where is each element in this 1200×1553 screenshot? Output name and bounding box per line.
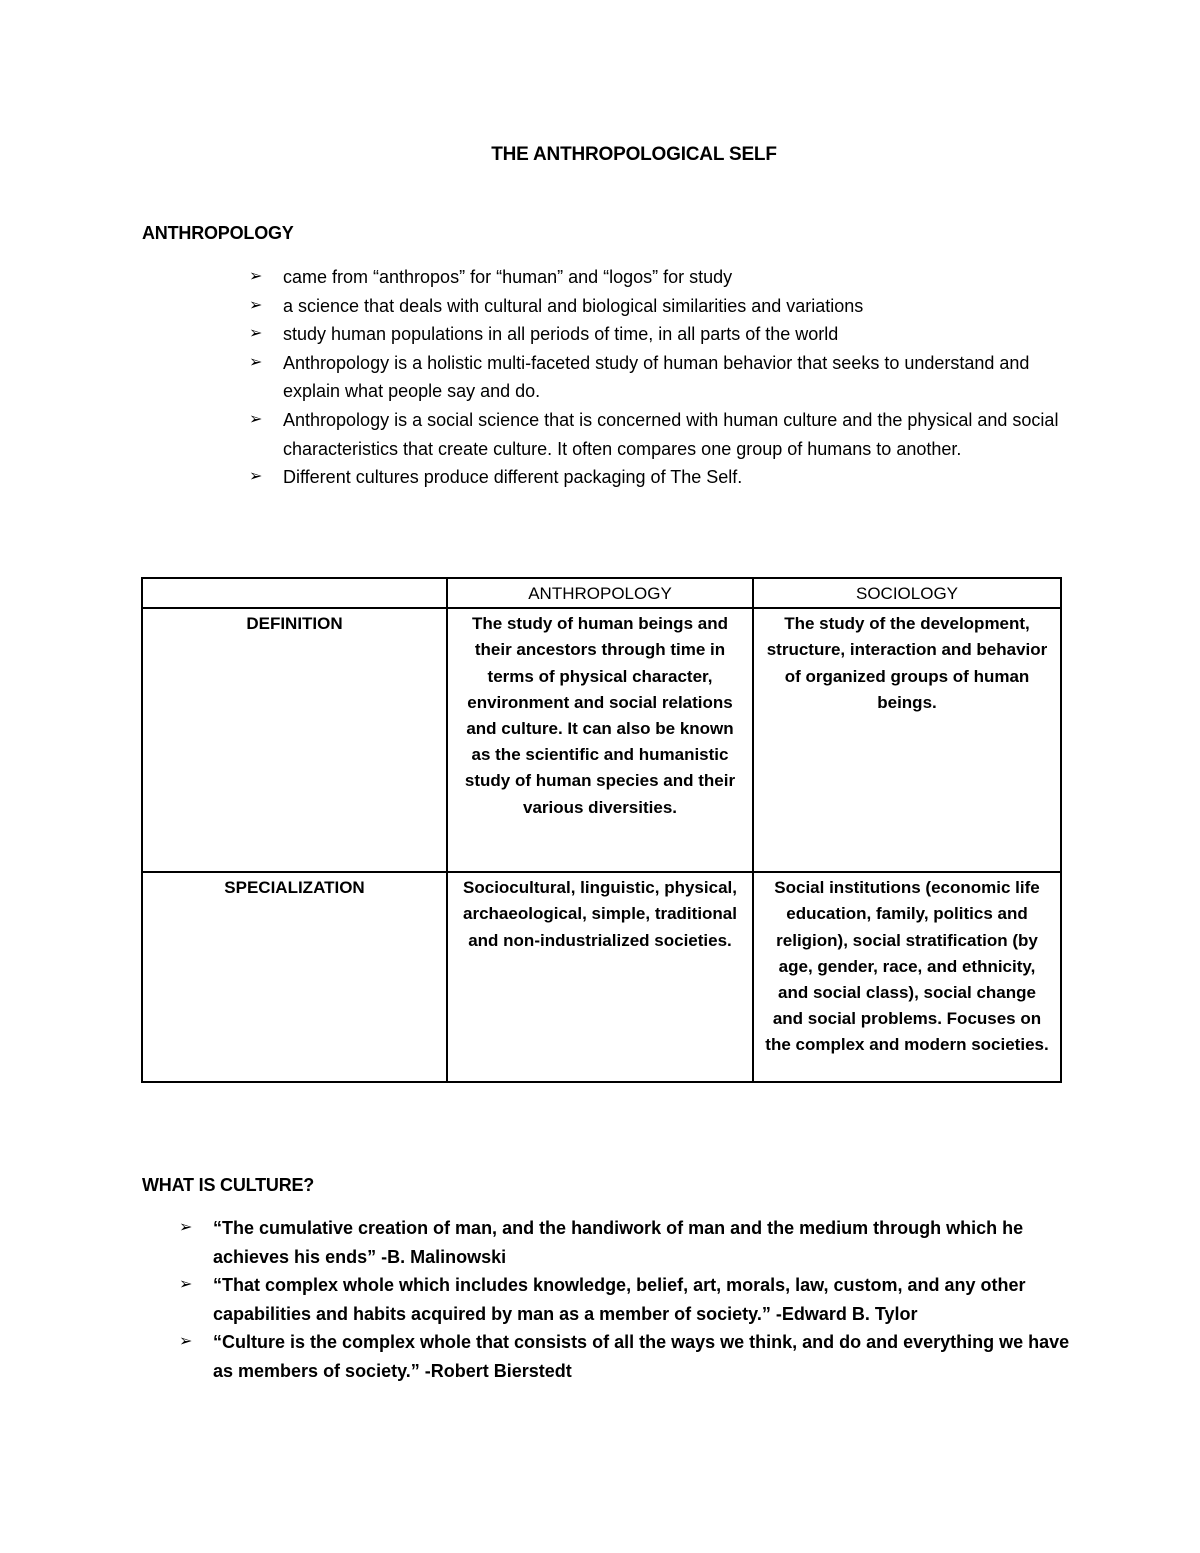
arrowhead-bullet-icon: ➢	[179, 1219, 193, 1236]
list-item	[179, 1271, 1073, 1328]
table-header-anthropology: ANTHROPOLOGY	[447, 578, 753, 608]
arrowhead-bullet-icon: ➢	[179, 1333, 193, 1351]
table-header-sociology: SOCIOLOGY	[753, 578, 1061, 608]
arrowhead-bullet-icon: ➢	[249, 325, 263, 343]
list-item	[249, 406, 1073, 463]
list-item-text: “The cumulative creation of man, and the handiwork of man and the medium through which he achieves his ends” -B. Malinowski	[213, 1218, 1024, 1267]
arrowhead-bullet-icon: ➢	[249, 353, 263, 371]
arrowhead-bullet-icon: ➢	[249, 468, 263, 486]
arrowhead-bullet-icon: ➢	[249, 296, 263, 314]
arrowhead-bullet-icon: ➢	[179, 1276, 193, 1294]
arrowhead-bullet-icon: ➢	[249, 410, 263, 428]
list-item	[249, 263, 1073, 292]
row-label-definition: DEFINITION	[142, 608, 447, 872]
list-item	[249, 463, 1073, 492]
cell-anthropology-specialization: Sociocultural, linguistic, physical, archaeological, simple, traditional and non-industrialized societies.	[447, 872, 753, 1082]
list-item	[249, 292, 1073, 321]
list-item	[179, 1214, 1073, 1271]
list-item-text: Anthropology is a social science that is concerned with human culture and the physical and social characteristics that create culture. It often compares one group of humans to another.	[283, 409, 1059, 459]
table-row	[142, 872, 1061, 1082]
list-item-text: “That complex whole which includes knowledge, belief, art, morals, law, custom, and any other capabilities and habits acquired by man as a member of society.” -Edward B. Tylor	[213, 1275, 1026, 1324]
list-item-text: came from “anthropos” for “human” and “logos” for study	[283, 267, 733, 287]
anthropology-bullet-list	[249, 263, 1073, 492]
list-item-text: a science that deals with cultural and biological similarities and variations	[283, 295, 864, 316]
culture-heading: WHAT IS CULTURE?	[142, 1175, 315, 1195]
list-item-text: Anthropology is a holistic multi-faceted study of human behavior that seeks to understand and explain what people say and do.	[283, 352, 1030, 402]
culture-bullet-list	[179, 1214, 1073, 1386]
table-header-row	[142, 578, 1061, 608]
list-item-text: “Culture is the complex whole that consists of all the ways we think, and do and everything we have as members of society.” -Robert Bierstedt	[213, 1332, 1070, 1381]
list-item	[179, 1328, 1073, 1385]
list-item	[249, 320, 1073, 349]
list-item-text: Different cultures produce different packaging of The Self.	[283, 467, 743, 488]
document-title: THE ANTHROPOLOGICAL SELF	[491, 144, 777, 165]
cell-anthropology-definition: The study of human beings and their ancestors through time in terms of physical character, environment and social relations and culture. It can also be known as the scientific and humanistic study of human species and their various diversities.	[447, 608, 753, 872]
arrowhead-bullet-icon: ➢	[249, 268, 263, 285]
list-item-text: study human populations in all periods of time, in all parts of the world	[283, 324, 839, 345]
table-header-empty	[142, 578, 447, 608]
comparison-table	[141, 577, 1062, 1083]
cell-sociology-definition: The study of the development, structure, interaction and behavior of organized groups of human beings.	[753, 608, 1061, 872]
row-label-specialization: SPECIALIZATION	[142, 872, 447, 1082]
list-item	[249, 349, 1073, 406]
table-row	[142, 608, 1061, 872]
cell-sociology-specialization: Social institutions (economic life education, family, politics and religion), social stratification (by age, gender, race, and ethnicity, and social class), social change and social problems. Focuses on the complex and modern societies.	[753, 872, 1061, 1082]
anthropology-heading: ANTHROPOLOGY	[142, 223, 294, 243]
